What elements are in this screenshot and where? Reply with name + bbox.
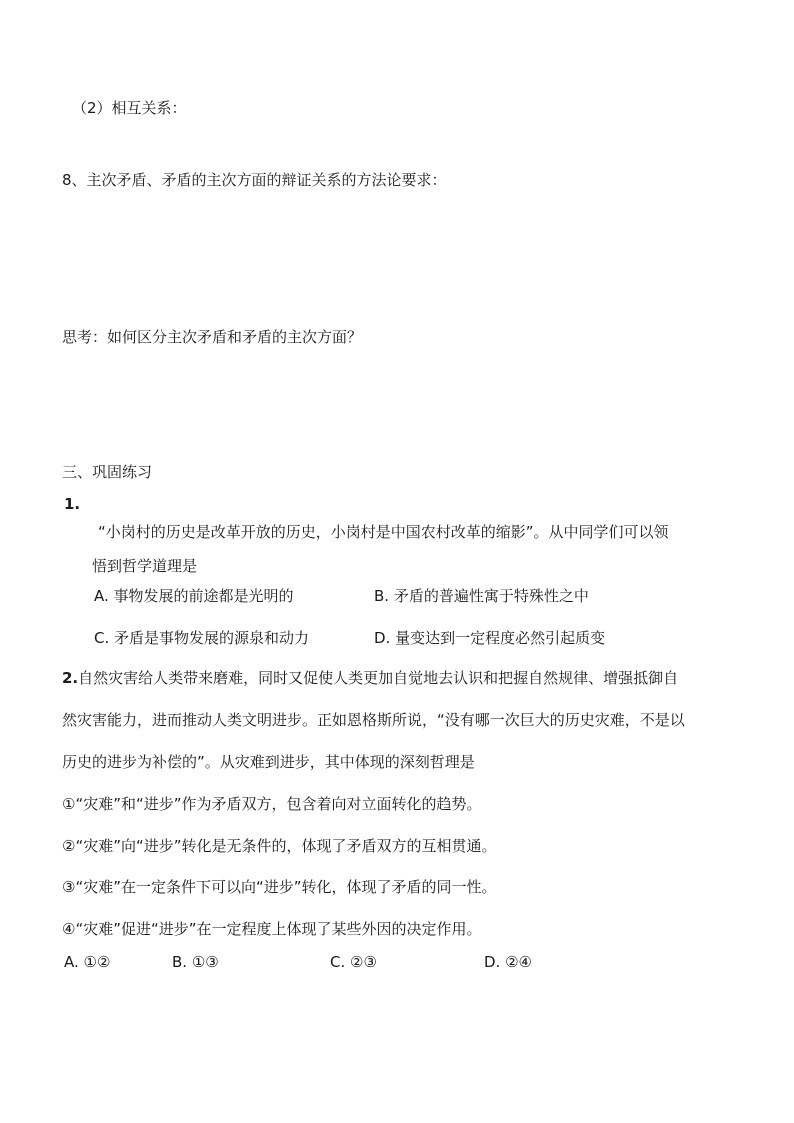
section-3-heading: 三、巩固练习 [62, 463, 153, 481]
think-question: 思考：如何区分主次矛盾和矛盾的主次方面？ [62, 328, 363, 346]
question-1-stem-line2: 悟到哲学道理是 [92, 557, 198, 575]
question-2-statement-3: ③“灾难”在一定条件下可以向“进步”转化，体现了矛盾的同一性。 [62, 878, 497, 896]
question-2-statement-1: ①“灾难”和“进步”作为矛盾双方，包含着向对立面转化的趋势。 [62, 795, 482, 813]
question-2-option-b: B. ①③ [172, 953, 219, 971]
question-2-option-d: D. ②④ [484, 953, 532, 971]
question-2-number: 2. [62, 669, 79, 687]
item-8-methodology: 8、主次矛盾、矛盾的主次方面的辩证关系的方法论要求： [62, 171, 447, 189]
question-2-stem-line3: 历史的进步为补偿的”。从灾难到进步，其中体现的深刻哲理是 [62, 753, 475, 771]
question-1-option-c: C. 矛盾是事物发展的源泉和动力 [94, 629, 310, 647]
question-1-stem-line1: “小岗村的历史是改革开放的历史，小岗村是中国农村改革的缩影”。从中同学们可以领 [98, 523, 669, 541]
question-2-statement-2: ②“灾难”向“进步”转化是无条件的，体现了矛盾双方的互相贯通。 [62, 837, 497, 855]
question-2-statement-4: ④“灾难”促进“进步”在一定程度上体现了某些外因的决定作用。 [62, 920, 482, 938]
question-1-number: 1. [64, 495, 81, 513]
question-1-option-d: D. 量变达到一定程度必然引起质变 [374, 629, 606, 647]
question-1-option-b: B. 矛盾的普遍性寓于特殊性之中 [374, 587, 589, 605]
question-2-stem-line2: 然灾害能力，进而推动人类文明进步。正如恩格斯所说，“没有哪一次巨大的历史灾难，不是以 [62, 711, 685, 729]
question-2-option-c: C. ②③ [330, 953, 377, 971]
question-2-stem-line1 [62, 668, 678, 688]
question-2-stem-text: 自然灾害给人类带来磨难，同时又促使人类更加自觉地去认识和把握自然规律、增强抵御自 [78, 669, 679, 687]
item-2-relationship: （2）相互关系： [72, 99, 187, 117]
question-1-option-a: A. 事物发展的前途都是光明的 [94, 587, 294, 605]
question-2-option-a: A. ①② [64, 953, 111, 971]
